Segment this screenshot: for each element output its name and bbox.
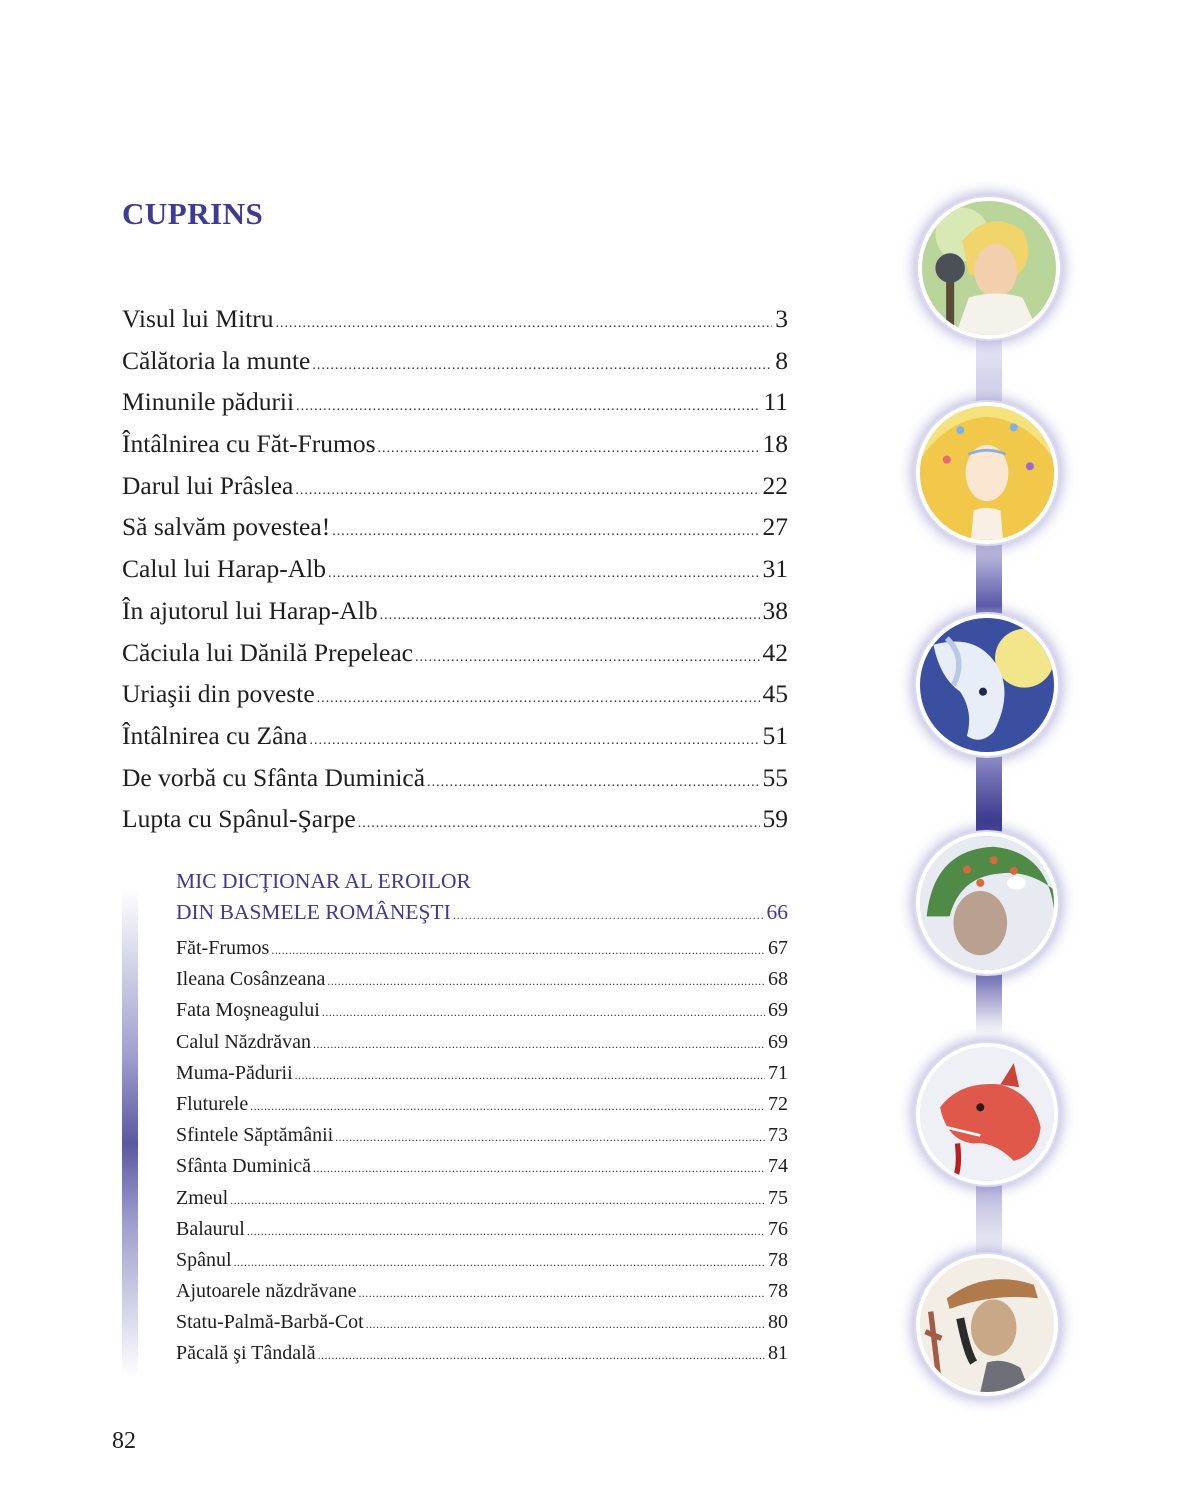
fat-frumos-medallion <box>922 201 1056 335</box>
toc-entry[interactable] <box>122 673 788 715</box>
dictionary-entry-page: 68 <box>768 968 788 991</box>
dragon-icon <box>920 1047 1054 1181</box>
dictionary-entry-title: Zmeul <box>176 1186 229 1209</box>
dot-leader <box>295 470 759 512</box>
toc-entry[interactable] <box>122 590 788 632</box>
dot-leader <box>275 303 772 345</box>
dictionary-entry[interactable] <box>176 1120 788 1151</box>
dictionary-entry[interactable] <box>176 1151 788 1182</box>
toc-entry-title: Uriaşii din poveste <box>122 679 315 709</box>
dot-leader <box>366 1310 765 1341</box>
toc-entry[interactable] <box>122 381 788 423</box>
toc-entry-page: 31 <box>762 554 788 584</box>
dictionary-entry-page: 69 <box>768 1030 788 1053</box>
toc-entry-title: Întâlnirea cu Zâna <box>122 720 308 750</box>
dot-leader <box>296 386 760 428</box>
dictionary-entry[interactable] <box>176 995 788 1026</box>
dictionary-list <box>176 933 788 1370</box>
dictionary-entry-page: 73 <box>768 1124 788 1147</box>
dictionary-entry-title: Fluturele <box>176 1092 249 1115</box>
dictionary-entry[interactable] <box>176 1276 788 1307</box>
dot-leader <box>318 1341 765 1372</box>
dot-leader <box>335 1123 765 1154</box>
dot-leader <box>378 428 760 470</box>
toc-entry-page: 59 <box>762 804 788 834</box>
toc-entry-title: Călătoria la munte <box>122 345 311 375</box>
dictionary-entry-page: 72 <box>768 1092 788 1115</box>
toc-entry[interactable] <box>122 715 788 757</box>
dictionary-entry[interactable] <box>176 1089 788 1120</box>
dictionary-entry[interactable] <box>176 933 788 964</box>
dictionary-entry-title: Calul Năzdrăvan <box>176 1030 311 1053</box>
page-number: 82 <box>112 1428 136 1454</box>
toc-entry-page: 22 <box>762 470 788 500</box>
dictionary-heading-line2: DIN BASMELE ROMÂNEŞTI <box>176 900 451 924</box>
dictionary-entry-title: Balaurul <box>176 1217 245 1240</box>
dictionary-entry-title: Spânul <box>176 1248 232 1271</box>
dictionary-entry-page: 75 <box>768 1186 788 1209</box>
toc-entry[interactable] <box>122 298 788 340</box>
dot-leader <box>358 803 760 845</box>
dot-leader <box>230 1186 765 1217</box>
old-woman-icon <box>920 836 1054 970</box>
spanul-medallion <box>920 1258 1054 1392</box>
toc-entry[interactable] <box>122 757 788 799</box>
dictionary-entry[interactable] <box>176 964 788 995</box>
toc-entry-page: 27 <box>762 512 788 542</box>
dictionary-entry-title: Fata Moşneagului <box>176 999 320 1022</box>
toc-entry-page: 11 <box>763 387 788 417</box>
dictionary-entry-title: Ileana Cosânzeana <box>176 968 326 991</box>
dot-leader <box>313 1030 765 1061</box>
dot-leader <box>327 967 765 998</box>
dictionary-entry[interactable] <box>176 1214 788 1245</box>
toc-entry-title: De vorbă cu Sfânta Duminică <box>122 762 426 792</box>
toc-entry-page: 38 <box>762 595 788 625</box>
princess-portrait-icon <box>920 406 1054 540</box>
toc-entry[interactable] <box>122 548 788 590</box>
toc-entry-page: 51 <box>762 720 788 750</box>
toc-entry-page: 55 <box>762 762 788 792</box>
toc-entry-title: Visul lui Mitru <box>122 304 274 333</box>
dot-leader <box>358 1279 765 1310</box>
toc-entry-page: 45 <box>762 679 788 709</box>
dictionary-entry[interactable] <box>176 1245 788 1276</box>
dictionary-entry-title: Sfânta Duminică <box>176 1155 311 1178</box>
dictionary-entry-page: 69 <box>768 999 788 1022</box>
dictionary-entry-page: 67 <box>768 937 788 959</box>
dictionary-section <box>176 866 788 1370</box>
toc-entry-title: În ajutorul lui Harap-Alb <box>122 595 378 625</box>
toc-entry[interactable] <box>122 632 788 674</box>
toc-entry-title: Căciula lui Dănilă Prepeleac <box>122 637 413 667</box>
dictionary-entry-title: Sfintele Săptămânii <box>176 1124 334 1147</box>
toc-entry-title: Minunile pădurii <box>122 387 295 417</box>
dot-leader <box>295 1061 765 1092</box>
dictionary-entry-page: 78 <box>768 1280 788 1303</box>
toc-entry[interactable] <box>122 465 788 507</box>
dot-leader <box>322 998 765 1029</box>
dictionary-heading-page: 66 <box>766 900 788 924</box>
dot-leader <box>313 1154 765 1185</box>
dictionary-entry-title: Făt-Frumos <box>176 937 270 959</box>
dot-leader <box>317 678 760 720</box>
toc-entry[interactable] <box>122 798 788 840</box>
dictionary-entry[interactable] <box>176 1058 788 1089</box>
toc-entry-title: Darul lui Prâslea <box>122 470 294 500</box>
man-with-hat-icon <box>920 1258 1054 1392</box>
toc-entry-title: Lupta cu Spânul-Şarpe <box>122 804 356 834</box>
page-title: CUPRINS <box>122 196 264 231</box>
toc-entry-page: 8 <box>775 345 788 375</box>
dot-leader <box>247 1217 765 1248</box>
dictionary-heading[interactable] <box>176 866 788 928</box>
dot-leader <box>271 936 765 967</box>
toc-entry[interactable] <box>122 423 788 465</box>
horse-icon <box>920 618 1054 752</box>
dot-leader <box>309 720 759 762</box>
dictionary-entry[interactable] <box>176 1183 788 1214</box>
dictionary-entry-page: 81 <box>768 1342 788 1365</box>
dot-leader <box>234 1248 765 1279</box>
toc-entry-title: Să salvăm povestea! <box>122 512 331 542</box>
dictionary-heading-line1: MIC DICŢIONAR AL EROILOR <box>176 869 471 893</box>
toc-entry-page: 18 <box>762 429 788 459</box>
toc-entry-page: 42 <box>762 637 788 667</box>
dot-leader <box>328 553 760 595</box>
ileana-medallion <box>920 406 1054 540</box>
dictionary-entry[interactable] <box>176 1338 788 1369</box>
hero-portrait-icon <box>922 201 1056 335</box>
dictionary-entry-page: 71 <box>768 1061 788 1084</box>
dictionary-entry-title: Muma-Pădurii <box>176 1061 293 1084</box>
toc-entry[interactable] <box>122 506 788 548</box>
dot-leader <box>250 1092 765 1123</box>
dot-leader <box>380 595 760 637</box>
dictionary-entry-title: Statu-Palmă-Barbă-Cot <box>176 1311 364 1334</box>
dot-leader <box>332 511 759 553</box>
toc-entry-title: Întâlnirea cu Făt-Frumos <box>122 429 376 459</box>
dictionary-side-bar <box>122 888 138 1378</box>
dictionary-entry-page: 76 <box>768 1217 788 1240</box>
dictionary-entry-title: Păcală şi Tândală <box>176 1342 316 1365</box>
toc-entry-title: Calul lui Harap-Alb <box>122 554 326 584</box>
old-woman-medallion <box>920 836 1054 970</box>
dictionary-entry-page: 74 <box>768 1155 788 1178</box>
dot-leader <box>312 345 772 387</box>
dot-leader <box>427 762 759 804</box>
dictionary-entry-title: Ajutoarele năzdrăvane <box>176 1280 357 1303</box>
horse-medallion <box>920 618 1054 752</box>
dot-leader <box>453 900 764 931</box>
toc-entry-page: 3 <box>775 304 788 333</box>
dragon-medallion <box>920 1047 1054 1181</box>
dictionary-entry-page: 78 <box>768 1248 788 1271</box>
dot-leader <box>415 637 760 679</box>
dictionary-entry[interactable] <box>176 1307 788 1338</box>
dictionary-entry-page: 80 <box>768 1311 788 1334</box>
toc-entry[interactable] <box>122 340 788 382</box>
table-of-contents <box>122 298 788 840</box>
dictionary-entry[interactable] <box>176 1027 788 1058</box>
